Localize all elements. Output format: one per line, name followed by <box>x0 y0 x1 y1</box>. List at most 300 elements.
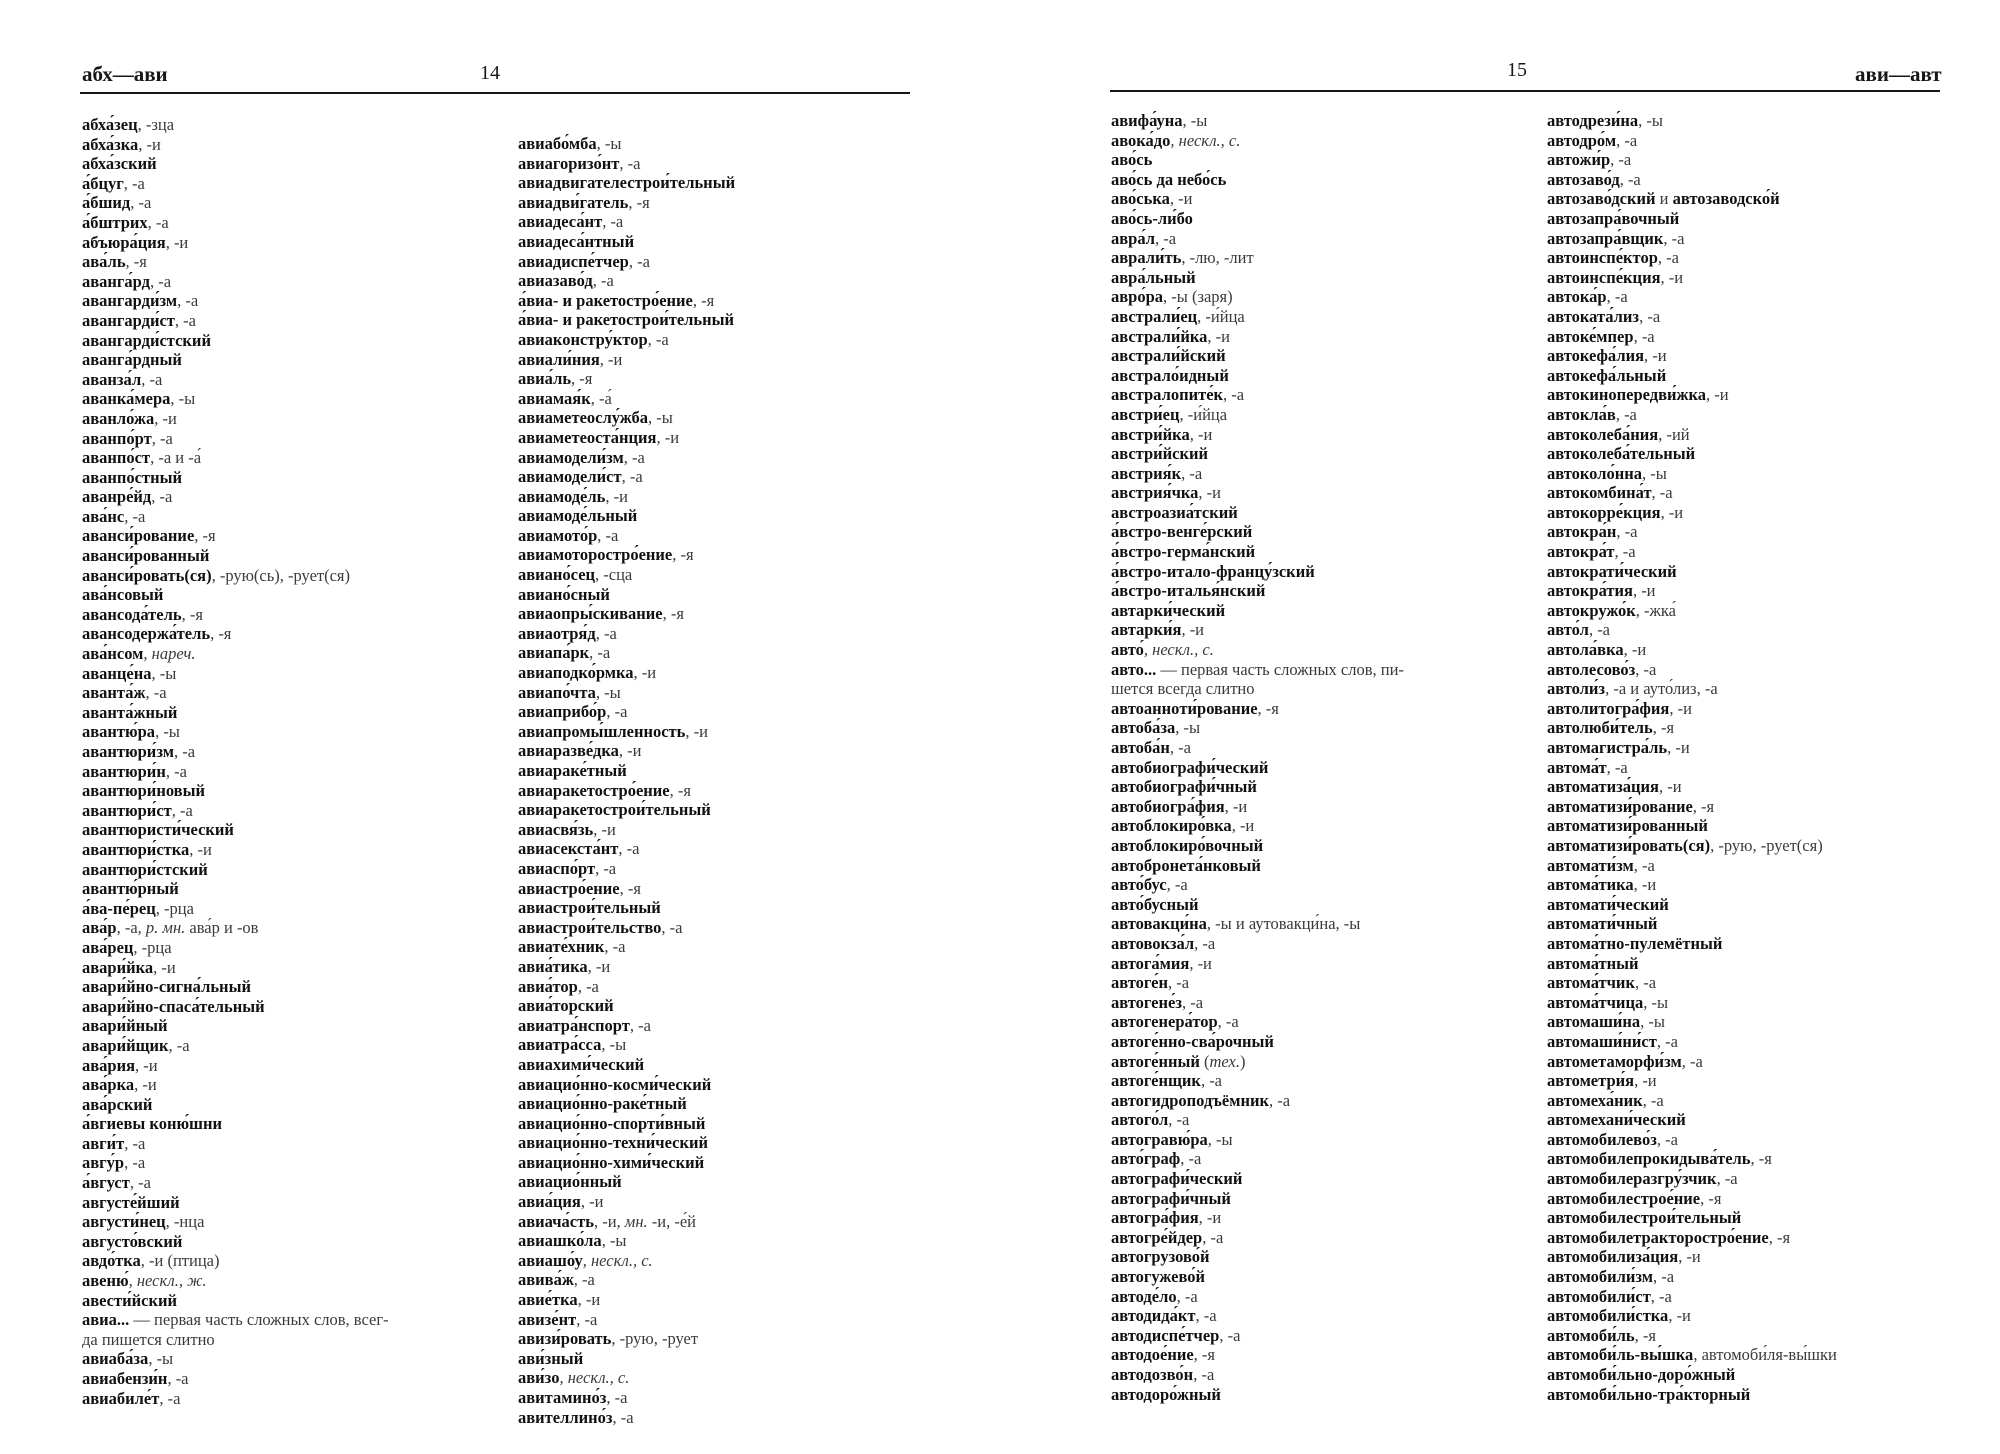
dictionary-entry <box>518 1388 735 1408</box>
headword: авиа́торский <box>518 996 614 1016</box>
grammar-note: , -а <box>1200 1071 1223 1091</box>
entry-column-left-2 <box>518 134 735 1427</box>
headword: автомоби́ль <box>1547 1325 1635 1345</box>
headword: ава́рия <box>82 1055 136 1075</box>
dictionary-entry <box>82 585 389 605</box>
grammar-note: , -а <box>661 917 683 937</box>
dictionary-entry <box>1547 464 1837 484</box>
headword: австри́йский <box>1111 444 1209 464</box>
dictionary-entry <box>518 1133 735 1153</box>
headword: ави́зо <box>518 1368 560 1388</box>
dictionary-entry <box>518 722 735 742</box>
dictionary-entry <box>518 879 735 899</box>
headword: а́бштрих <box>82 212 148 232</box>
grammar-note: ) <box>1240 1051 1246 1071</box>
headword: авиамодели́зм <box>518 447 624 467</box>
grammar-note: , -а <box>147 212 169 232</box>
grammar-note: , -и́йца <box>1179 404 1228 424</box>
grammar-note: , -а <box>1610 150 1632 170</box>
grammar-note: , -я <box>210 624 232 644</box>
dictionary-entry <box>82 389 389 409</box>
headword: автогрузово́й <box>1111 1247 1210 1267</box>
grammar-note: , -а <box>592 271 614 291</box>
headword: а́виа- и ракетострои́тельный <box>518 310 735 330</box>
dictionary-entry <box>1111 346 1404 366</box>
dictionary-entry <box>1547 856 1837 876</box>
grammar-note: , -а <box>595 858 617 878</box>
dictionary-entry <box>82 860 389 880</box>
dictionary-entry <box>1111 954 1404 974</box>
dictionary-entry <box>1547 542 1837 562</box>
grammar-note: — первая часть сложных слов, всег- <box>129 1310 389 1330</box>
headword: автоба́н <box>1111 738 1170 757</box>
headword: авиасвя́зь <box>518 819 594 839</box>
grammar-note: , -зца <box>137 115 175 134</box>
dictionary-entry <box>1111 620 1404 640</box>
dictionary-entry <box>518 1231 735 1251</box>
right-page <box>1000 0 2000 1454</box>
dictionary-entry <box>1111 1385 1404 1405</box>
grammar-note: , -ы <box>1182 111 1208 130</box>
headword: автодида́кт <box>1111 1306 1196 1326</box>
headword: автогенера́тор <box>1111 1012 1218 1032</box>
headword: аванта́жный <box>82 702 178 722</box>
headword: а́бшид <box>82 193 131 213</box>
headword: авиацио́нный <box>518 1172 622 1192</box>
dictionary-entry <box>82 193 389 213</box>
dictionary-entry <box>1547 366 1837 386</box>
grammar-note: , -и <box>587 956 611 976</box>
dictionary-entry <box>82 1291 389 1311</box>
headword: авиаракетостро́ение <box>518 780 670 800</box>
headword: автомоби́льно-тра́кторный <box>1547 1384 1751 1404</box>
dictionary-entry <box>1111 1326 1404 1346</box>
grammar-note: , -а <box>1181 463 1203 483</box>
headword: аванпо́ст <box>82 448 151 468</box>
running-head-right: ави—авт <box>1855 62 1942 86</box>
dictionary-entry <box>82 703 389 723</box>
headword: автовокза́л <box>1111 933 1195 953</box>
headword: авиаопры́скивание <box>518 604 663 624</box>
headword: авиадвигателестрои́тельный <box>518 173 736 193</box>
headword: аванпо́стный <box>82 467 182 487</box>
headword: автометаморфи́зм <box>1547 1051 1682 1071</box>
dictionary-entry <box>518 643 735 663</box>
grammar-note: , -и <box>153 957 176 977</box>
dictionary-entry <box>1111 993 1404 1013</box>
grammar-note: , -а <box>171 800 193 820</box>
dictionary-entry <box>1547 503 1837 523</box>
dictionary-entry <box>518 448 735 468</box>
headword: автоке́мпер <box>1547 326 1634 346</box>
dictionary-entry <box>82 899 389 919</box>
grammar-note: , -а <box>141 369 163 389</box>
dictionary-entry <box>1547 738 1837 758</box>
dictionary-entry <box>1111 895 1404 915</box>
headword: авиаметеослу́жба <box>518 408 649 428</box>
headword: авто... <box>1111 659 1157 679</box>
headword: автоматизи́ровать(ся) <box>1547 835 1711 855</box>
dictionary-entry <box>1547 1365 1837 1385</box>
headword: автомобилиза́ция <box>1547 1247 1679 1267</box>
headword: автога́мия <box>1111 953 1190 973</box>
dictionary-entry <box>1111 640 1404 660</box>
dictionary-entry <box>1111 189 1404 209</box>
headword: авиано́сный <box>518 584 610 604</box>
headword: ава́нсовый <box>82 585 164 605</box>
dictionary-entry <box>82 1389 389 1409</box>
dictionary-entry <box>82 174 389 194</box>
headword: авиацио́нно-хими́ческий <box>518 1152 705 1172</box>
dictionary-entry <box>1111 738 1404 758</box>
grammar-note: , -рую, -рует(ся) <box>1710 835 1823 855</box>
grammar-note: , -ы <box>1175 718 1201 738</box>
grammar-note: , -а <box>1195 1306 1217 1326</box>
dictionary-entry <box>82 1095 389 1115</box>
dictionary-entry <box>82 429 389 449</box>
headword: аванта́ж <box>82 683 146 703</box>
headword: аво́сь да небо́сь <box>1111 169 1227 189</box>
headword: авиацио́нно-раке́тный <box>518 1094 687 1114</box>
headword: авиапа́рк <box>518 643 590 663</box>
dictionary-entry <box>1547 640 1837 660</box>
headword: автозапра́вочный <box>1547 208 1680 228</box>
grammar-note: , -а <box>629 1015 651 1035</box>
headword: автогужево́й <box>1111 1267 1206 1287</box>
headword: авантю́рный <box>82 879 179 899</box>
headword: автоколеба́ния <box>1547 424 1659 444</box>
headword: аванси́рованный <box>82 546 210 566</box>
headword: авиа́тор <box>518 976 578 996</box>
dictionary-entry <box>82 252 389 272</box>
dictionary-entry <box>82 1330 389 1350</box>
headword: авителлино́з <box>518 1407 613 1427</box>
dictionary-entry <box>1111 522 1404 542</box>
headword: авиазаво́д <box>518 271 593 291</box>
dictionary-entry <box>1111 1365 1404 1385</box>
headword: автокра́тия <box>1547 581 1633 601</box>
grammar-note: , -нца <box>165 1212 205 1232</box>
grammar-note: , -и <box>1668 1306 1691 1326</box>
grammar-note: , -и <box>1667 738 1690 757</box>
headword: авто́бусный <box>1111 894 1199 914</box>
dictionary-entry <box>518 1290 735 1310</box>
dictionary-entry <box>1111 1052 1404 1072</box>
dictionary-entry <box>1111 1306 1404 1326</box>
grammar-note: , -и <box>138 134 161 154</box>
dictionary-entry <box>1111 268 1404 288</box>
dictionary-entry <box>518 252 735 272</box>
grammar-note: , -ы <box>601 1035 627 1055</box>
headword: австрия́чка <box>1111 483 1199 503</box>
grammar-note: , -а <box>606 702 628 722</box>
headword: авифа́уна <box>1111 111 1183 130</box>
grammar-note: , -я <box>1768 1227 1791 1247</box>
headword: автоге́нный <box>1111 1051 1200 1071</box>
dictionary-entry <box>518 565 735 585</box>
dictionary-entry <box>518 1035 735 1055</box>
headword: авиатра́сса <box>518 1035 602 1055</box>
headword: автома́т <box>1547 757 1607 777</box>
headword: авиасекста́нт <box>518 839 619 859</box>
entry-column-right-1 <box>1111 111 1404 1404</box>
dictionary-entry <box>1111 405 1404 425</box>
grammar-note: , -и (птица) <box>140 1251 220 1271</box>
grammar-note: , -а <box>1219 1325 1241 1345</box>
headword: а́вгуст <box>82 1173 130 1193</box>
headword: авантюри́н <box>82 761 166 781</box>
headword: авиаспо́рт <box>518 858 596 878</box>
grammar-note: , -а <box>1180 1149 1202 1169</box>
headword: автома́тно-пулемётный <box>1547 933 1723 953</box>
dictionary-entry <box>518 408 735 428</box>
headword: автократи́ческий <box>1547 561 1677 581</box>
dictionary-entry <box>1111 581 1404 601</box>
dictionary-entry <box>518 800 735 820</box>
headword: авие́тка <box>518 1290 578 1310</box>
headword: авра́льный <box>1111 267 1196 287</box>
dictionary-entry <box>1547 562 1837 582</box>
dictionary-entry <box>518 1094 735 1114</box>
dictionary-entry <box>82 1369 389 1389</box>
headword: аванце́на <box>82 663 152 683</box>
grammar-note: , -а <box>1642 1090 1664 1110</box>
dictionary-entry <box>1111 425 1404 445</box>
headword: аванло́жа <box>82 408 155 428</box>
dictionary-entry <box>82 487 389 507</box>
grammar-note: , -ий <box>1658 424 1690 444</box>
dictionary-entry <box>518 898 735 918</box>
headword: авиаракетострои́тельный <box>518 800 711 820</box>
dictionary-entry <box>1111 777 1404 797</box>
grammar-note: , -а <box>159 1388 181 1408</box>
headword: авиатра́нспорт <box>518 1015 630 1035</box>
grammar-note: , -а <box>628 251 650 271</box>
dictionary-entry <box>1547 954 1837 974</box>
grammar-note: , -а <box>1656 1129 1678 1149</box>
dictionary-entry <box>518 1329 735 1349</box>
grammar-note: , -а <box>1176 1286 1198 1306</box>
grammar-note: , -а <box>623 447 645 467</box>
dictionary-entry <box>1111 1012 1404 1032</box>
dictionary-entry <box>1111 718 1404 738</box>
dictionary-entry <box>518 310 735 330</box>
headword: автомоби́ль-вы́шка <box>1547 1345 1694 1365</box>
headword: автомобилепрокидыва́тель <box>1547 1149 1751 1169</box>
dictionary-entry <box>1547 444 1837 464</box>
grammar-note: , -а <box>1169 738 1191 757</box>
dictionary-entry <box>82 938 389 958</box>
dictionary-entry <box>82 722 389 742</box>
grammar-note: , -и <box>599 349 623 369</box>
headword: авантюри́ст <box>82 800 172 820</box>
grammar-note: , -а <box>151 428 173 448</box>
headword: авиамоде́ль <box>518 486 606 506</box>
grammar-note: , -и <box>685 721 708 741</box>
headword: аво́сь <box>1111 150 1153 170</box>
headword: авока́до <box>1111 130 1171 150</box>
headword: автокра́н <box>1547 522 1617 542</box>
headword: авиабиле́т <box>82 1388 160 1408</box>
headword: авиамоторостро́ение <box>518 545 673 565</box>
grammar-note: , -а <box>1217 1012 1239 1032</box>
dictionary-entry <box>518 781 735 801</box>
dictionary-entry <box>1111 542 1404 562</box>
dictionary-entry <box>518 585 735 605</box>
grammar-note: , -а и ауто́лиз, -а <box>1605 679 1718 699</box>
headword: австрало́идный <box>1111 365 1229 385</box>
headword: авансода́тель <box>82 604 182 624</box>
headword: автолесово́з <box>1547 659 1636 679</box>
headword: авиадви́гатель <box>518 192 629 212</box>
dictionary-entry <box>1547 1032 1837 1052</box>
headword: авиастрои́тельство <box>518 917 662 937</box>
headword: автодро́м <box>1547 130 1617 150</box>
grammar-note: , -а <box>177 291 199 311</box>
headword: авиаподко́рмка <box>518 663 634 683</box>
dictionary-entry <box>518 702 735 722</box>
dictionary-entry <box>82 918 389 938</box>
dictionary-entry <box>82 997 389 1017</box>
headword: аванга́рдный <box>82 350 182 370</box>
headword: а́встро-италья́нский <box>1111 581 1266 601</box>
headword: автозапра́вщик <box>1547 228 1664 248</box>
headword: авиате́хник <box>518 937 605 957</box>
grammar-note: , -а <box>1634 973 1657 993</box>
dictionary-entry <box>1111 758 1404 778</box>
dictionary-entry <box>518 1114 735 1134</box>
headword: автобиографи́чный <box>1111 777 1257 797</box>
grammar-note: , -а <box>589 643 611 663</box>
headword: ава́нс <box>82 506 125 526</box>
headword: автарки́я <box>1111 620 1182 640</box>
dictionary-entry <box>1547 1130 1837 1150</box>
dictionary-entry <box>1111 111 1404 131</box>
grammar-note: , -а <box>618 839 640 859</box>
headword: автолюби́тель <box>1547 718 1653 738</box>
headword: ави́зный <box>518 1348 584 1368</box>
headword: авиахими́ческий <box>518 1054 645 1074</box>
usage-label: , нескл., с. <box>1170 130 1241 150</box>
dictionary-entry <box>1111 248 1404 268</box>
dictionary-entry <box>82 507 389 527</box>
grammar-note: , -а <box>573 1270 595 1290</box>
headword: а́виа- и ракетостро́ение <box>518 290 693 310</box>
grammar-note: , -ы <box>1640 1012 1665 1032</box>
headword: авиашко́ла <box>518 1231 602 1251</box>
dictionary-entry <box>1547 699 1837 719</box>
grammar-note: ( <box>1199 1051 1210 1071</box>
dictionary-entry <box>1547 895 1837 915</box>
dictionary-entry <box>82 879 389 899</box>
headword: автомати́чный <box>1547 914 1658 934</box>
dictionary-entry <box>1111 1189 1404 1209</box>
headword: автомеха́ник <box>1547 1090 1643 1110</box>
grammar-note: , -а <box>597 525 619 545</box>
grammar-note: , -и <box>189 839 212 859</box>
grammar-note: , -а <box>606 1388 628 1407</box>
dictionary-entry <box>1111 973 1404 993</box>
headword: авиапо́чта <box>518 682 596 702</box>
usage-label: р. мн. <box>145 918 186 938</box>
headword: аванга́рд <box>82 271 150 291</box>
grammar-note: , -ы <box>155 722 180 742</box>
grammar-note: , -а <box>123 173 145 193</box>
grammar-note: , -и <box>1169 189 1193 209</box>
grammar-note: , -а <box>165 761 187 781</box>
headword: ава́нсом <box>82 644 144 664</box>
dictionary-entry <box>82 448 389 468</box>
dictionary-entry <box>82 1310 389 1330</box>
grammar-note: , -и <box>135 1055 158 1075</box>
grammar-note: , -и <box>1181 620 1205 640</box>
dictionary-entry <box>1111 444 1404 464</box>
dictionary-entry <box>518 526 735 546</box>
dictionary-entry <box>518 1075 735 1095</box>
grammar-note: — первая часть сложных слов, пи- <box>1156 659 1404 679</box>
dictionary-entry <box>1547 1091 1837 1111</box>
grammar-note: , -а <box>1606 287 1628 307</box>
dictionary-entry <box>1547 993 1837 1013</box>
grammar-note: , -и <box>1706 385 1729 405</box>
dictionary-entry <box>1111 1345 1404 1365</box>
entry-column-left-1 <box>82 115 389 1408</box>
dictionary-entry <box>82 624 389 644</box>
header-rule-right <box>1110 90 1940 92</box>
headword: автоматизи́рование <box>1547 796 1693 816</box>
dictionary-entry <box>1547 660 1837 680</box>
dictionary-entry <box>518 487 735 507</box>
grammar-note: , -а <box>1168 1110 1190 1130</box>
grammar-note: , -а <box>1606 757 1628 777</box>
dictionary-entry <box>1547 875 1837 895</box>
dictionary-entry <box>1111 150 1404 170</box>
grammar-note: , -лю, -лит <box>1181 248 1254 268</box>
grammar-note: , -я <box>181 604 203 624</box>
dictionary-entry <box>82 605 389 625</box>
grammar-note: , -и <box>1660 502 1684 522</box>
headword: автомобилестрое́ние <box>1547 1188 1701 1208</box>
usage-label: тех. <box>1209 1051 1240 1071</box>
grammar-note: , -я <box>628 192 650 212</box>
dictionary-entry <box>1111 934 1404 954</box>
grammar-note: , -а <box>1639 306 1661 326</box>
headword: ава́рец <box>82 937 134 957</box>
dictionary-entry <box>1111 1110 1404 1130</box>
dictionary-entry <box>1111 483 1404 503</box>
headword: автомобилево́з <box>1547 1129 1657 1149</box>
headword: авиацио́нно-техни́ческий <box>518 1133 708 1153</box>
dictionary-entry <box>518 330 735 350</box>
dictionary-entry <box>82 840 389 860</box>
headword: автокла́в <box>1547 404 1616 424</box>
headword: авиаотря́д <box>518 623 596 643</box>
headword: автома́тный <box>1547 953 1639 973</box>
dictionary-entry <box>1547 287 1837 307</box>
headword: авантюристи́ческий <box>82 820 234 840</box>
headword: авги́т <box>82 1133 125 1153</box>
headword: августо́вский <box>82 1231 183 1251</box>
headword: аванре́йд <box>82 487 152 507</box>
dictionary-entry <box>518 232 735 252</box>
grammar-note: , -и <box>134 1075 157 1095</box>
headword: автокра́т <box>1547 542 1615 562</box>
headword: а́бцуг <box>82 173 124 193</box>
headword: автомобилестрои́тельный <box>1547 1208 1742 1228</box>
dictionary-entry <box>518 624 735 644</box>
headword: авро́ра <box>1111 287 1164 307</box>
dictionary-entry <box>1111 1130 1404 1150</box>
